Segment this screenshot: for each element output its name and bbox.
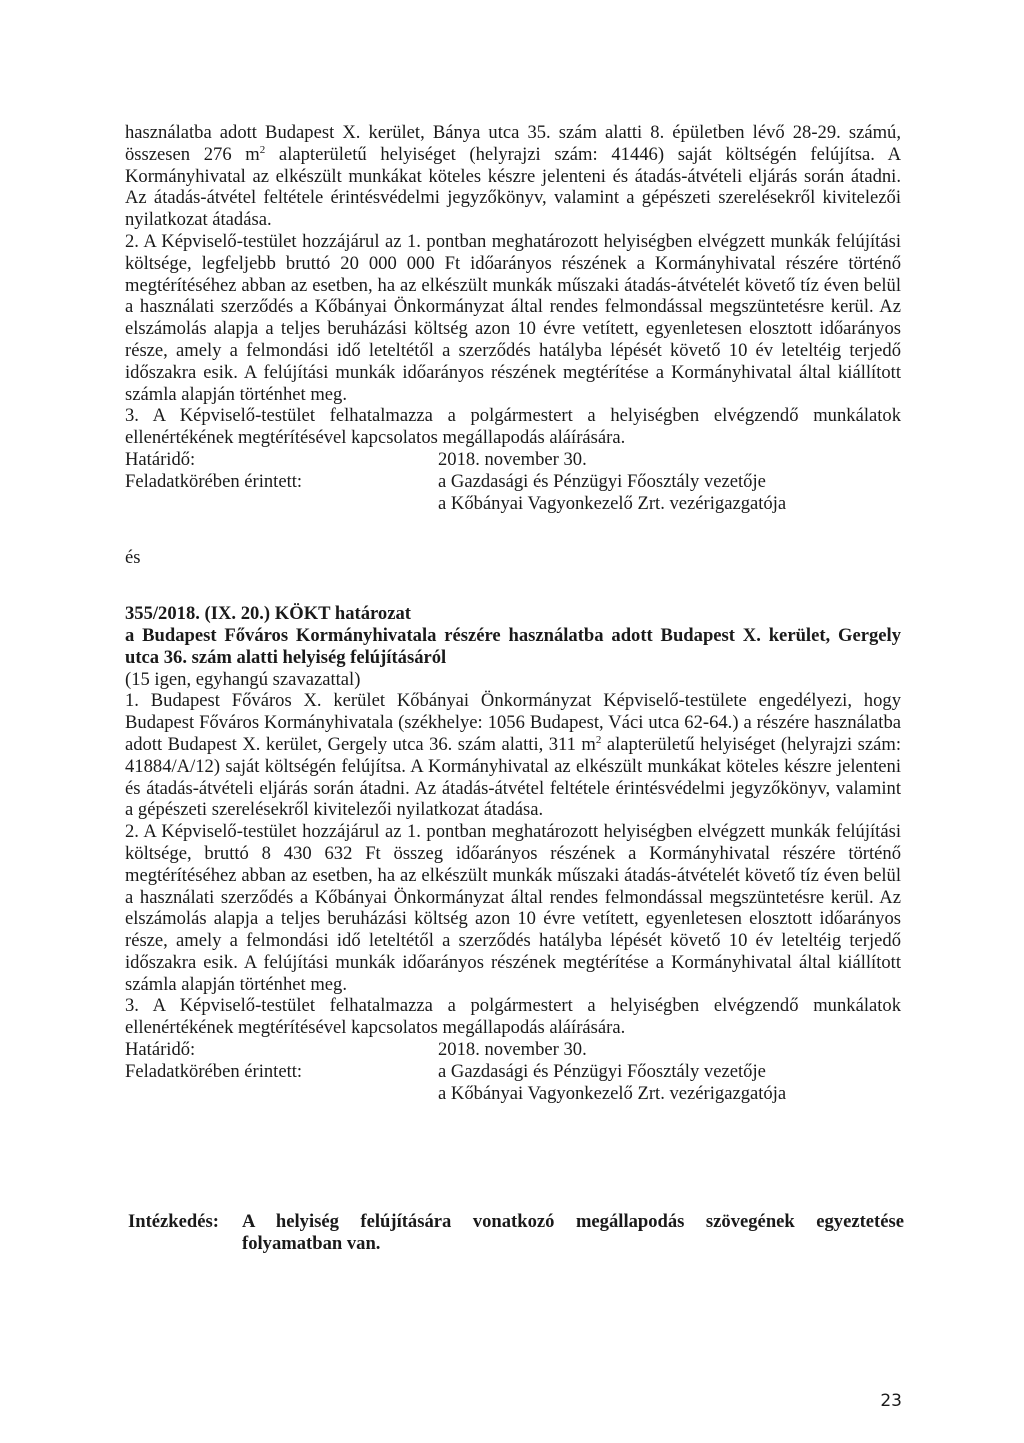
resolution-1-deadline (125, 449, 901, 471)
resolution-1-point-3: 3. A Képviselő-testület felhatalmazza a polgármestert a helyiségben elvégzendő munkálatok ellenértékének megtérítésével kapcsolatos megállapodás aláírására. (125, 405, 901, 449)
resolution-vote: (15 igen, egyhangú szavazattal) (125, 668, 361, 690)
responsible-label: Feladatkörében érintett: (125, 1060, 303, 1082)
resolution-1-responsible-2 (125, 493, 901, 515)
resolution-1-point-2: 2. A Képviselő-testület hozzájárul az 1. pontban meghatározott helyiségben elvégzett munkák felújítási költsége, legfeljebb bruttó 20 000 000 Ft időarányos részének a Kormányhivatal részére történő megtérítéséhez abban az esetben, ha az elkészült munkák műszaki átadás-átvételét követő tíz éven belül a használati szerződés a Kőbányai Önkormányzat által rendes felmondással megszüntetésre kerül. Az elszámolás alapja a teljes beruházási költség azon 10 évre vetített, egyenletesen elosztott időarányos része, amely a felmondási idő leteltétől a szerződés hatályba lépését követő 10 év leteltéig terjedő időszakra esik. A felújítási munkák időarányos részének megtérítése a Kormányhivatal által kiállított számla alapján történhet meg. (125, 230, 901, 405)
deadline-value: 2018. november 30. (438, 448, 587, 470)
resolution-1-point-1: használatba adott Budapest X. kerület, Bánya utca 35. szám alatti 8. épületben lévő 28-29. számú, összesen 276 $m^2$ alapterületű helyiséget (helyrajzi szám: 41446) saját költségén felújítsa. A Kormányhivatal az elkészült munkákat köteles készre jelenteni és átadás-átvételi eljárás során átadni. Az átadás-átvétel feltétele érintésvédelmi jegyzőkönyv, valamint a gépészeti szerelésekről kivitelezői nyilatkozat átadása. (125, 122, 901, 231)
measure-text: A helyiség felújítására vonatkozó megállapodás szövegének egyeztetése folyamatban van. (242, 1211, 904, 1254)
document-body (125, 122, 901, 1104)
deadline-value: 2018. november 30. (438, 1039, 587, 1061)
resolution-number: 355/2018. (IX. 20.) KÖKT határozat (125, 603, 411, 625)
resolution-1-responsible (125, 471, 901, 493)
responsible-value-1: a Gazdasági és Pénzügyi Főosztály vezetője (438, 1060, 766, 1082)
resolution-2-responsible-2 (125, 1083, 901, 1105)
responsible-label: Feladatkörében érintett: (125, 470, 303, 492)
resolution-2-point-2: 2. A Képviselő-testület hozzájárul az 1. pontban meghatározott helyiségben elvégzett munkák felújítási költsége, bruttó 8 430 632 Ft összeg időarányos részének a Kormányhivatal részére történő megtérítéséhez abban az esetben, ha az elkészült munkák műszaki átadás-átvételét követő tíz éven belül a használati szerződés a Kőbányai Önkormányzat által rendes felmondással megszüntetésre kerül. Az elszámolás alapja a teljes beruházási költség azon 10 évre vetített, egyenletesen elosztott időarányos része, amely a felmondási idő leteltétől a szerződés hatályba lépését követő 10 év leteltéig terjedő időszakra esik. A felújítási munkák időarányos részének megtérítése a Kormányhivatal által kiállított számla alapján történhet meg. (125, 821, 901, 995)
resolution-2-point-3: 3. A Képviselő-testület felhatalmazza a polgármestert a helyiségben elvégzendő munkálatok ellenértékének megtérítésével kapcsolatos megállapodás aláírására. (125, 995, 901, 1039)
resolution-2-point-1: 1. Budapest Főváros X. kerület Kőbányai Önkormányzat Képviselő-testülete engedélyezi, hogy Budapest Főváros Kormányhivatala (székhelye: 1056 Budapest, Váci utca 62-64.) a részére használatba adott Budapest X. kerület, Gergely utca 36. szám alatti, 311 $m^2$ alapterületű helyiséget (helyrajzi szám: 41884/A/12) saját költségén felújítsa. A Kormányhivatal az elkészült munkákat köteles készre jelenteni és átadás-átvételi eljárás során átadni. Az átadás-átvétel feltétele érintésvédelmi jegyzőkönyv, valamint a gépészeti szerelésekről kivitelezői nyilatkozat átadása. (125, 690, 901, 821)
resolution-title: a Budapest Főváros Kormányhivatala részére használatba adott Budapest X. kerület, Gergely utca 36. szám alatti helyiség felújításáról (125, 624, 901, 668)
measure-label: Intézkedés: (128, 1211, 219, 1232)
responsible-value-2: a Kőbányai Vagyonkezelő Zrt. vezérigazgatója (438, 492, 787, 514)
page-number: 23 (880, 1391, 902, 1411)
measure-note (128, 1211, 904, 1255)
deadline-label: Határidő: (125, 448, 196, 470)
responsible-value-1: a Gazdasági és Pénzügyi Főosztály vezetője (438, 470, 766, 492)
deadline-label: Határidő: (125, 1039, 196, 1061)
resolution-2-deadline (125, 1039, 901, 1061)
resolution-2-responsible (125, 1061, 901, 1083)
responsible-value-2: a Kőbányai Vagyonkezelő Zrt. vezérigazgatója (438, 1082, 787, 1104)
connector-text: és (125, 547, 141, 569)
